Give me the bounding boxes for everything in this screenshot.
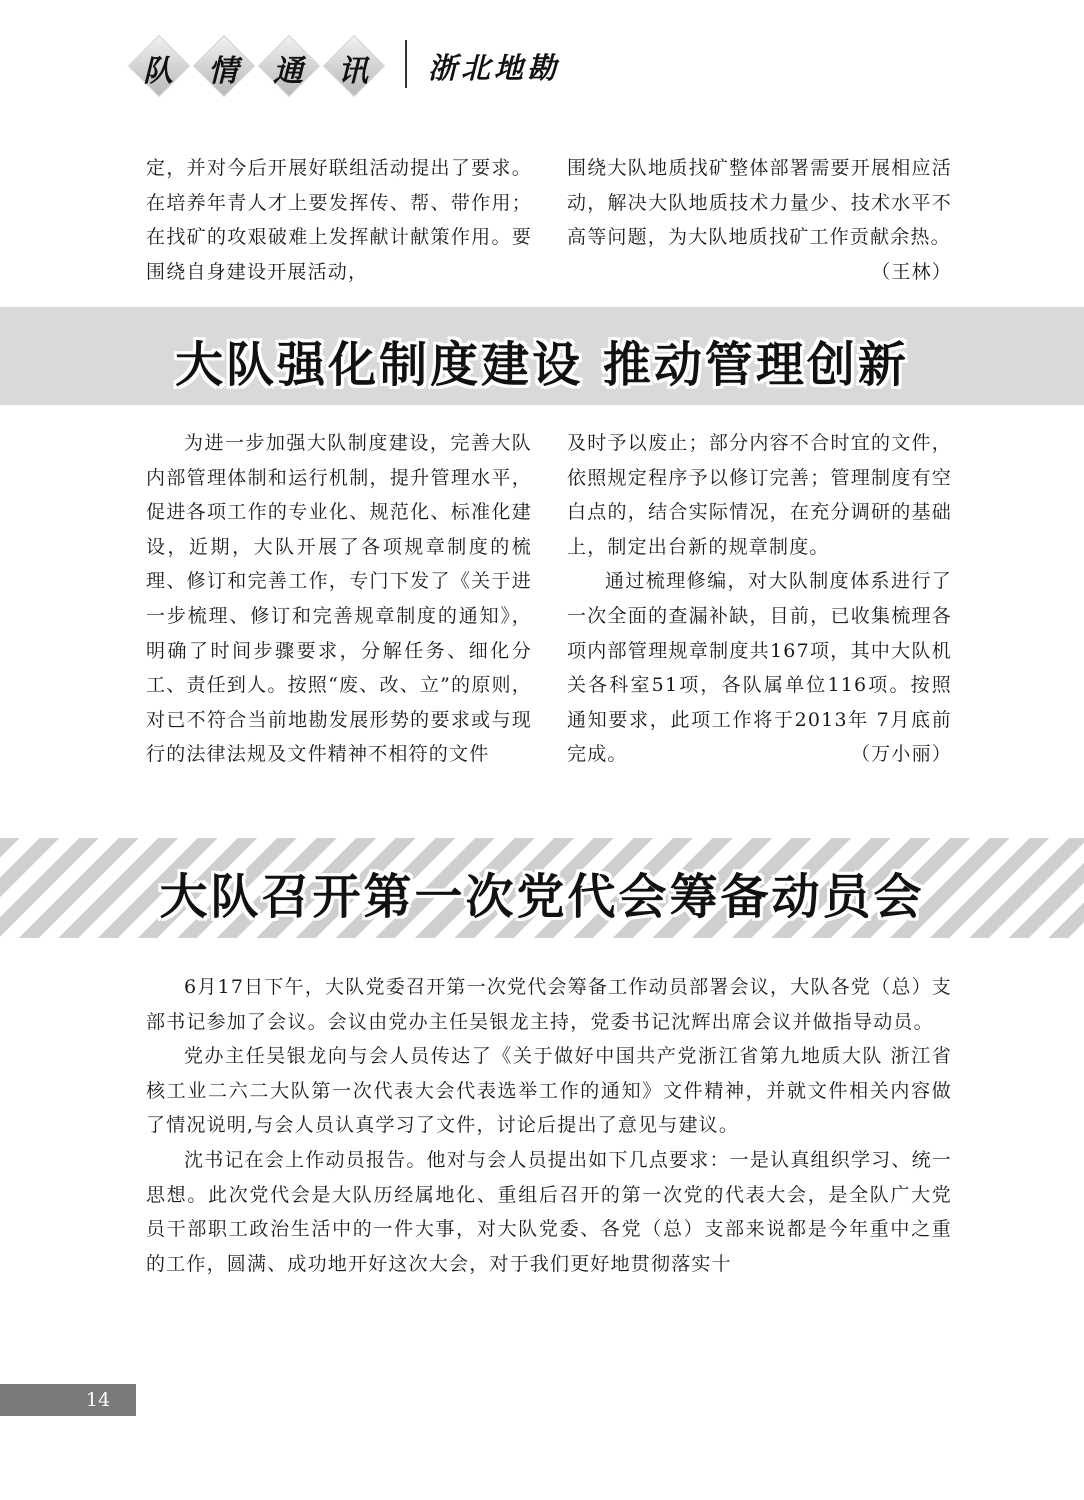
- top-left-text: 定，并对今后开展好联组活动提出了要求。在培养年青人才上要发挥传、帮、带作用；在找矿的攻艰破难上发挥献计献策作用。要围绕自身建设开展活动，: [146, 157, 532, 283]
- masthead-char-3: 通: [273, 54, 303, 89]
- article1-signature: （万小丽）: [850, 743, 952, 766]
- masthead-char-2: 情: [208, 54, 238, 89]
- article1-left-paragraph: 为进一步加强大队制度建设，完善大队内部管理体制和运行机制，提升管理水平，促进各项工作的专业化、规范化、标准化建设，近期，大队开展了各项规章制度的梳理、修订和完善工作，专门下发了《关于进一步梳理、修订和完善规章制度的通知》，明确了时间步骤要求，分解任务、细化分工、责任到人。按照“废、改、立”的原则，对已不符合当前地勘发展形势的要求或与现行的法律法规及文件精神不相符的文件: [146, 432, 532, 766]
- masthead-char-1: 队: [143, 54, 173, 89]
- article1-right-paragraph-2-body: 通过梳理修编，对大队制度体系进行了一次全面的查漏补缺，目前，已收集梳理各项内部管理规章制度共167项，其中大队机关各科室51项，各队属单位116项。按照通知要求，此项工作将于2013年 7月底前完成。: [567, 570, 952, 766]
- masthead-char-4: 讯: [338, 54, 368, 89]
- top-left-column: [146, 151, 532, 289]
- article1-right-paragraph-1: 及时予以废止；部分内容不合时宜的文件，依照规定程序予以修订完善；管理制度有空白点的，结合实际情况，在充分调研的基础上，制定出台新的规章制度。: [567, 432, 952, 558]
- top-right-column: [567, 151, 952, 289]
- top-right-text: [567, 151, 952, 283]
- top-right-signature: （王林）: [871, 260, 952, 283]
- masthead-divider: [405, 40, 407, 88]
- article1-left-column: [146, 426, 532, 772]
- article2-paragraph-3: 沈书记在会上作动员报告。他对与会人员提出如下几点要求：一是认真组织学习、统一思想。此次党代会是大队历经属地化、重组后召开的第一次党的代表大会，是全队广大党员干部职工政治生活中的一件大事，对大队党委、各党（总）支部来说都是今年重中之重的工作，圆满、成功地开好这次大会，对于我们更好地贯彻落实十: [146, 1148, 952, 1275]
- page-number: 14: [85, 1389, 111, 1411]
- article1-title: 大队强化制度建设 推动管理创新: [175, 337, 909, 393]
- article2-paragraph-1: 6月17日下午，大队党委召开第一次党代会筹备工作动员部署会议，大队各党（总）支部书记参加了会议。会议由党办主任吴银龙主持，党委书记沈辉出席会议并做指导动员。: [146, 976, 952, 1033]
- article2-title: 大队召开第一次党代会筹备动员会: [159, 869, 925, 925]
- masthead: [0, 0, 1084, 110]
- article2-body: [146, 970, 952, 1281]
- article2-paragraph-2: 党办主任吴银龙向与会人员传达了《关于做好中国共产党浙江省第九地质大队 浙江省核工业二六二大队第一次代表大会代表选举工作的通知》文件精神，并就文件相关内容做了情况说明,与会人员认真学习了文件，讨论后提出了意见与建议。: [146, 1045, 952, 1137]
- masthead-subtitle: 浙北地勘: [428, 51, 561, 85]
- top-right-body: 围绕大队地质找矿整体部署需要开展相应活动，解决大队地质技术力量少、技术水平不高等问题，为大队地质找矿工作贡献余热。: [567, 157, 952, 249]
- article1-right-column: [567, 426, 952, 772]
- article1-right-paragraph-2: [567, 564, 952, 772]
